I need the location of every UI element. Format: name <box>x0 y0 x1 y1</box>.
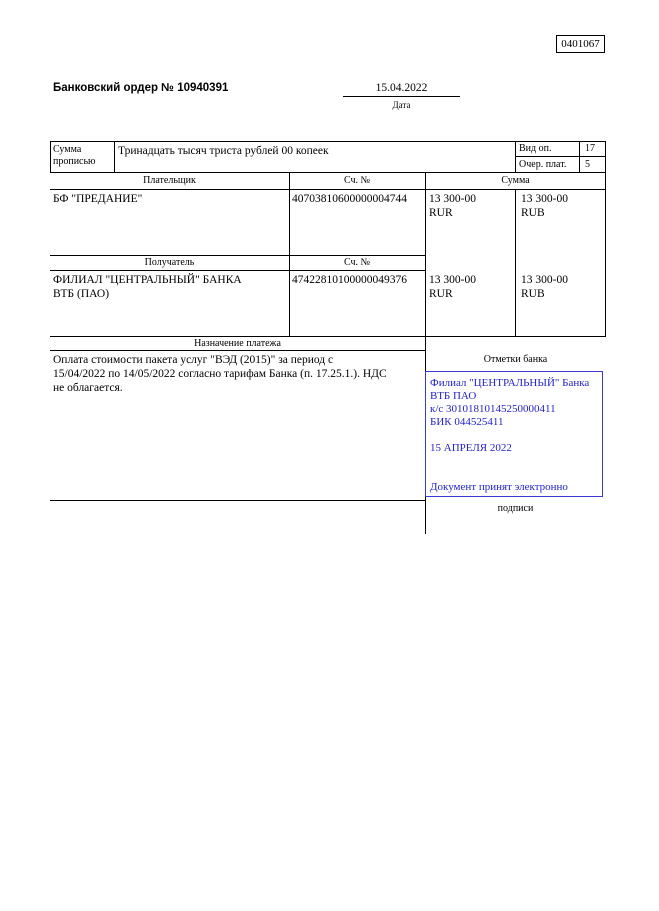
payer-amount-1: 13 300-00 <box>429 193 476 205</box>
recipient-name-line-2: ВТБ (ПАО) <box>53 288 110 300</box>
table-top-line <box>50 141 606 142</box>
op-type-divider <box>515 156 606 157</box>
recipient-amount-rur <box>429 273 476 301</box>
purpose-text <box>53 353 387 395</box>
op-type-value: 17 <box>585 143 595 154</box>
recipient-amount-1: 13 300-00 <box>429 274 476 286</box>
stamp-accepted: Документ принят электронно <box>430 481 568 493</box>
op-type-left-divider <box>515 141 516 172</box>
signatures-label: подписи <box>497 503 534 514</box>
purpose-header-bottom-line <box>50 350 425 351</box>
payer-currency-1: RUR <box>429 207 453 219</box>
recipient-name <box>53 273 242 301</box>
payer-header: Плательщик <box>143 175 196 186</box>
recipient-amount-2: 13 300-00 <box>521 274 568 286</box>
stamp-line-4: БИК 044525411 <box>430 416 504 428</box>
form-code-box <box>556 35 605 53</box>
payer-amount-rub <box>521 192 568 220</box>
amount-mid-divider <box>515 189 516 336</box>
stamp-line-1: Филиал "ЦЕНТРАЛЬНЫЙ" Банка <box>430 377 590 389</box>
recipient-header-top-line <box>50 255 425 256</box>
form-code: 0401067 <box>561 38 600 50</box>
payer-account: 40703810600000004744 <box>292 193 407 205</box>
recipient-account-header: Сч. № <box>343 257 371 268</box>
recipient-amount-rub <box>521 273 568 301</box>
recipient-currency-1: RUR <box>429 288 453 300</box>
payer-amount-2: 13 300-00 <box>521 193 568 205</box>
recipient-currency-2: RUB <box>521 288 545 300</box>
stamp-line-2: ВТБ ПАО <box>430 390 477 402</box>
right-border-lower <box>605 172 606 336</box>
sum-words-bottom-line <box>50 172 606 173</box>
priority-value: 5 <box>585 159 590 170</box>
recipient-account: 47422810100000049376 <box>292 274 407 286</box>
parties-bottom-line <box>50 336 606 337</box>
priority-label: Очер. плат. <box>519 159 567 170</box>
sum-label-divider <box>114 141 115 172</box>
payer-currency-2: RUB <box>521 207 545 219</box>
purpose-bottom-line <box>50 500 425 501</box>
date-underline <box>343 96 460 97</box>
sum-words: Тринадцать тысяч триста рублей 00 копеек <box>118 145 329 157</box>
amount-header: Сумма <box>501 175 530 186</box>
date-value: 15.04.2022 <box>375 82 428 94</box>
payer-amount-rur <box>429 192 476 220</box>
purpose-line-3: не облагается. <box>53 382 123 394</box>
order-title: Банковский ордер № 10940391 <box>53 82 229 94</box>
stamp-line-3: к/с 30101810145250000411 <box>430 403 556 415</box>
headers-bottom-line <box>50 189 606 190</box>
sum-words-label-line-2: прописью <box>53 156 96 167</box>
recipient-name-line-1: ФИЛИАЛ "ЦЕНТРАЛЬНЫЙ" БАНКА <box>53 274 242 286</box>
sum-words-label-line-1: Сумма <box>53 144 82 155</box>
op-type-label: Вид оп. <box>519 143 552 154</box>
payer-name: БФ "ПРЕДАНИЕ" <box>53 193 143 205</box>
table-right-border <box>605 141 606 172</box>
account-left-divider <box>289 172 290 336</box>
purpose-line-2: 15/04/2022 по 14/05/2022 согласно тарифам Банка (п. 17.25.1.). НДС <box>53 368 387 380</box>
purpose-line-1: Оплата стоимости пакета услуг "ВЭД (2015)" за период с <box>53 354 334 366</box>
recipient-header-bottom-line <box>50 270 425 271</box>
bank-stamp <box>425 371 603 497</box>
sum-words-label <box>53 144 96 168</box>
op-type-value-divider <box>579 141 580 172</box>
stamp-date: 15 АПРЕЛЯ 2022 <box>430 442 512 454</box>
table-left-border <box>50 141 51 172</box>
bank-marks-header: Отметки банка <box>483 354 548 365</box>
account-header: Сч. № <box>343 175 371 186</box>
recipient-header: Получатель <box>144 257 195 268</box>
purpose-header: Назначение платежа <box>194 338 281 349</box>
date-label: Дата <box>392 100 411 110</box>
